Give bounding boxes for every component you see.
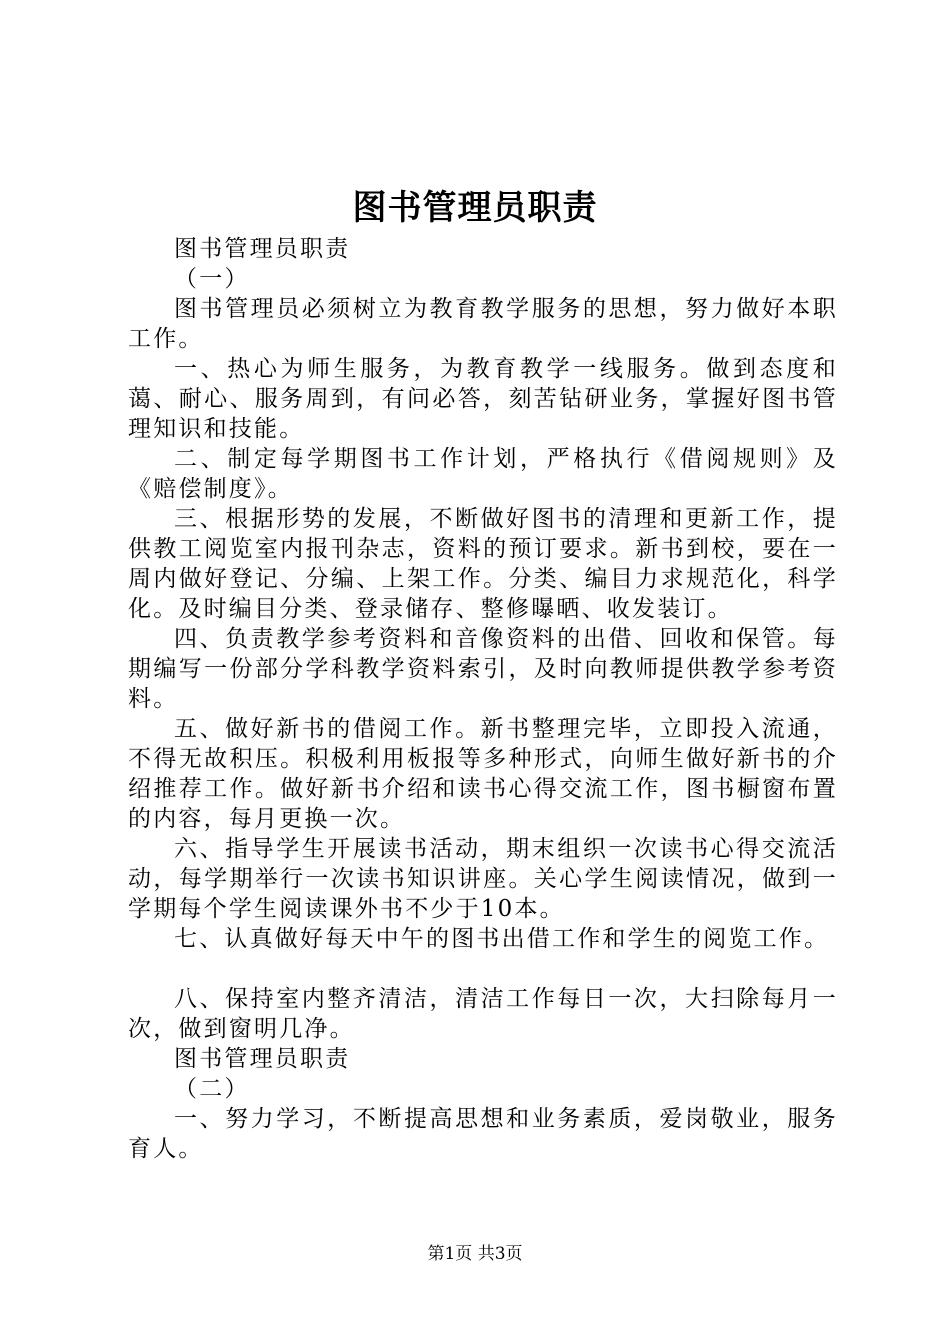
paragraph-heading-2: 图书管理员职责 [174, 1046, 351, 1072]
document-title: 图书管理员职责 [352, 188, 598, 228]
paragraph-item-4: 四、负责教学参考资料和音像资料的出借、回收和保管。每期编写一份部分学科教学资料索引，及时向教师提供教学参考资料。 [128, 626, 838, 712]
paragraph-item-7: 七、认真做好每天中午的图书出借工作和学生的阅览工作。 [174, 926, 830, 952]
paragraph-item-2: 二、制定每学期图书工作计划，严格执行《借阅规则》及《赔偿制度》。 [128, 446, 838, 502]
paragraph-item-2-1: 一、努力学习，不断提高思想和业务素质，爱岗敬业，服务育人。 [128, 1106, 838, 1162]
paragraph-section-marker: （一） [174, 266, 250, 292]
paragraph-item-1: 一、热心为师生服务，为教育教学一线服务。做到态度和蔼、耐心、服务周到，有问必答，刻苦钻研业务，掌握好图书管理知识和技能。 [128, 356, 838, 442]
paragraph-section-marker-2: （二） [174, 1076, 250, 1102]
page-footer: 第1页 共3页 [427, 1244, 523, 1264]
paragraph-item-6: 六、指导学生开展读书活动，期末组织一次读书心得交流活动，每学期举行一次读书知识讲座。关心学生阅读情况，做到一学期每个学生阅读课外书不少于10本。 [128, 836, 838, 922]
paragraph-item-8: 八、保持室内整齐清洁，清洁工作每日一次，大扫除每月一次，做到窗明几净。 [128, 986, 838, 1042]
paragraph-item-3: 三、根据形势的发展，不断做好图书的清理和更新工作，提供教工阅览室内报刊杂志，资料的预订要求。新书到校，要在一周内做好登记、分编、上架工作。分类、编目力求规范化，科学化。及时编目分类、登录储存、整修曝晒、收发装订。 [128, 506, 838, 622]
document-body [128, 234, 838, 1164]
paragraph-intro: 图书管理员必须树立为教育教学服务的思想，努力做好本职工作。 [128, 296, 838, 352]
paragraph-heading: 图书管理员职责 [174, 236, 351, 262]
paragraph-item-5: 五、做好新书的借阅工作。新书整理完毕，立即投入流通，不得无故积压。积极利用板报等多种形式，向师生做好新书的介绍推荐工作。做好新书介绍和读书心得交流工作，图书橱窗布置的内容，每月更换一次。 [128, 716, 838, 832]
